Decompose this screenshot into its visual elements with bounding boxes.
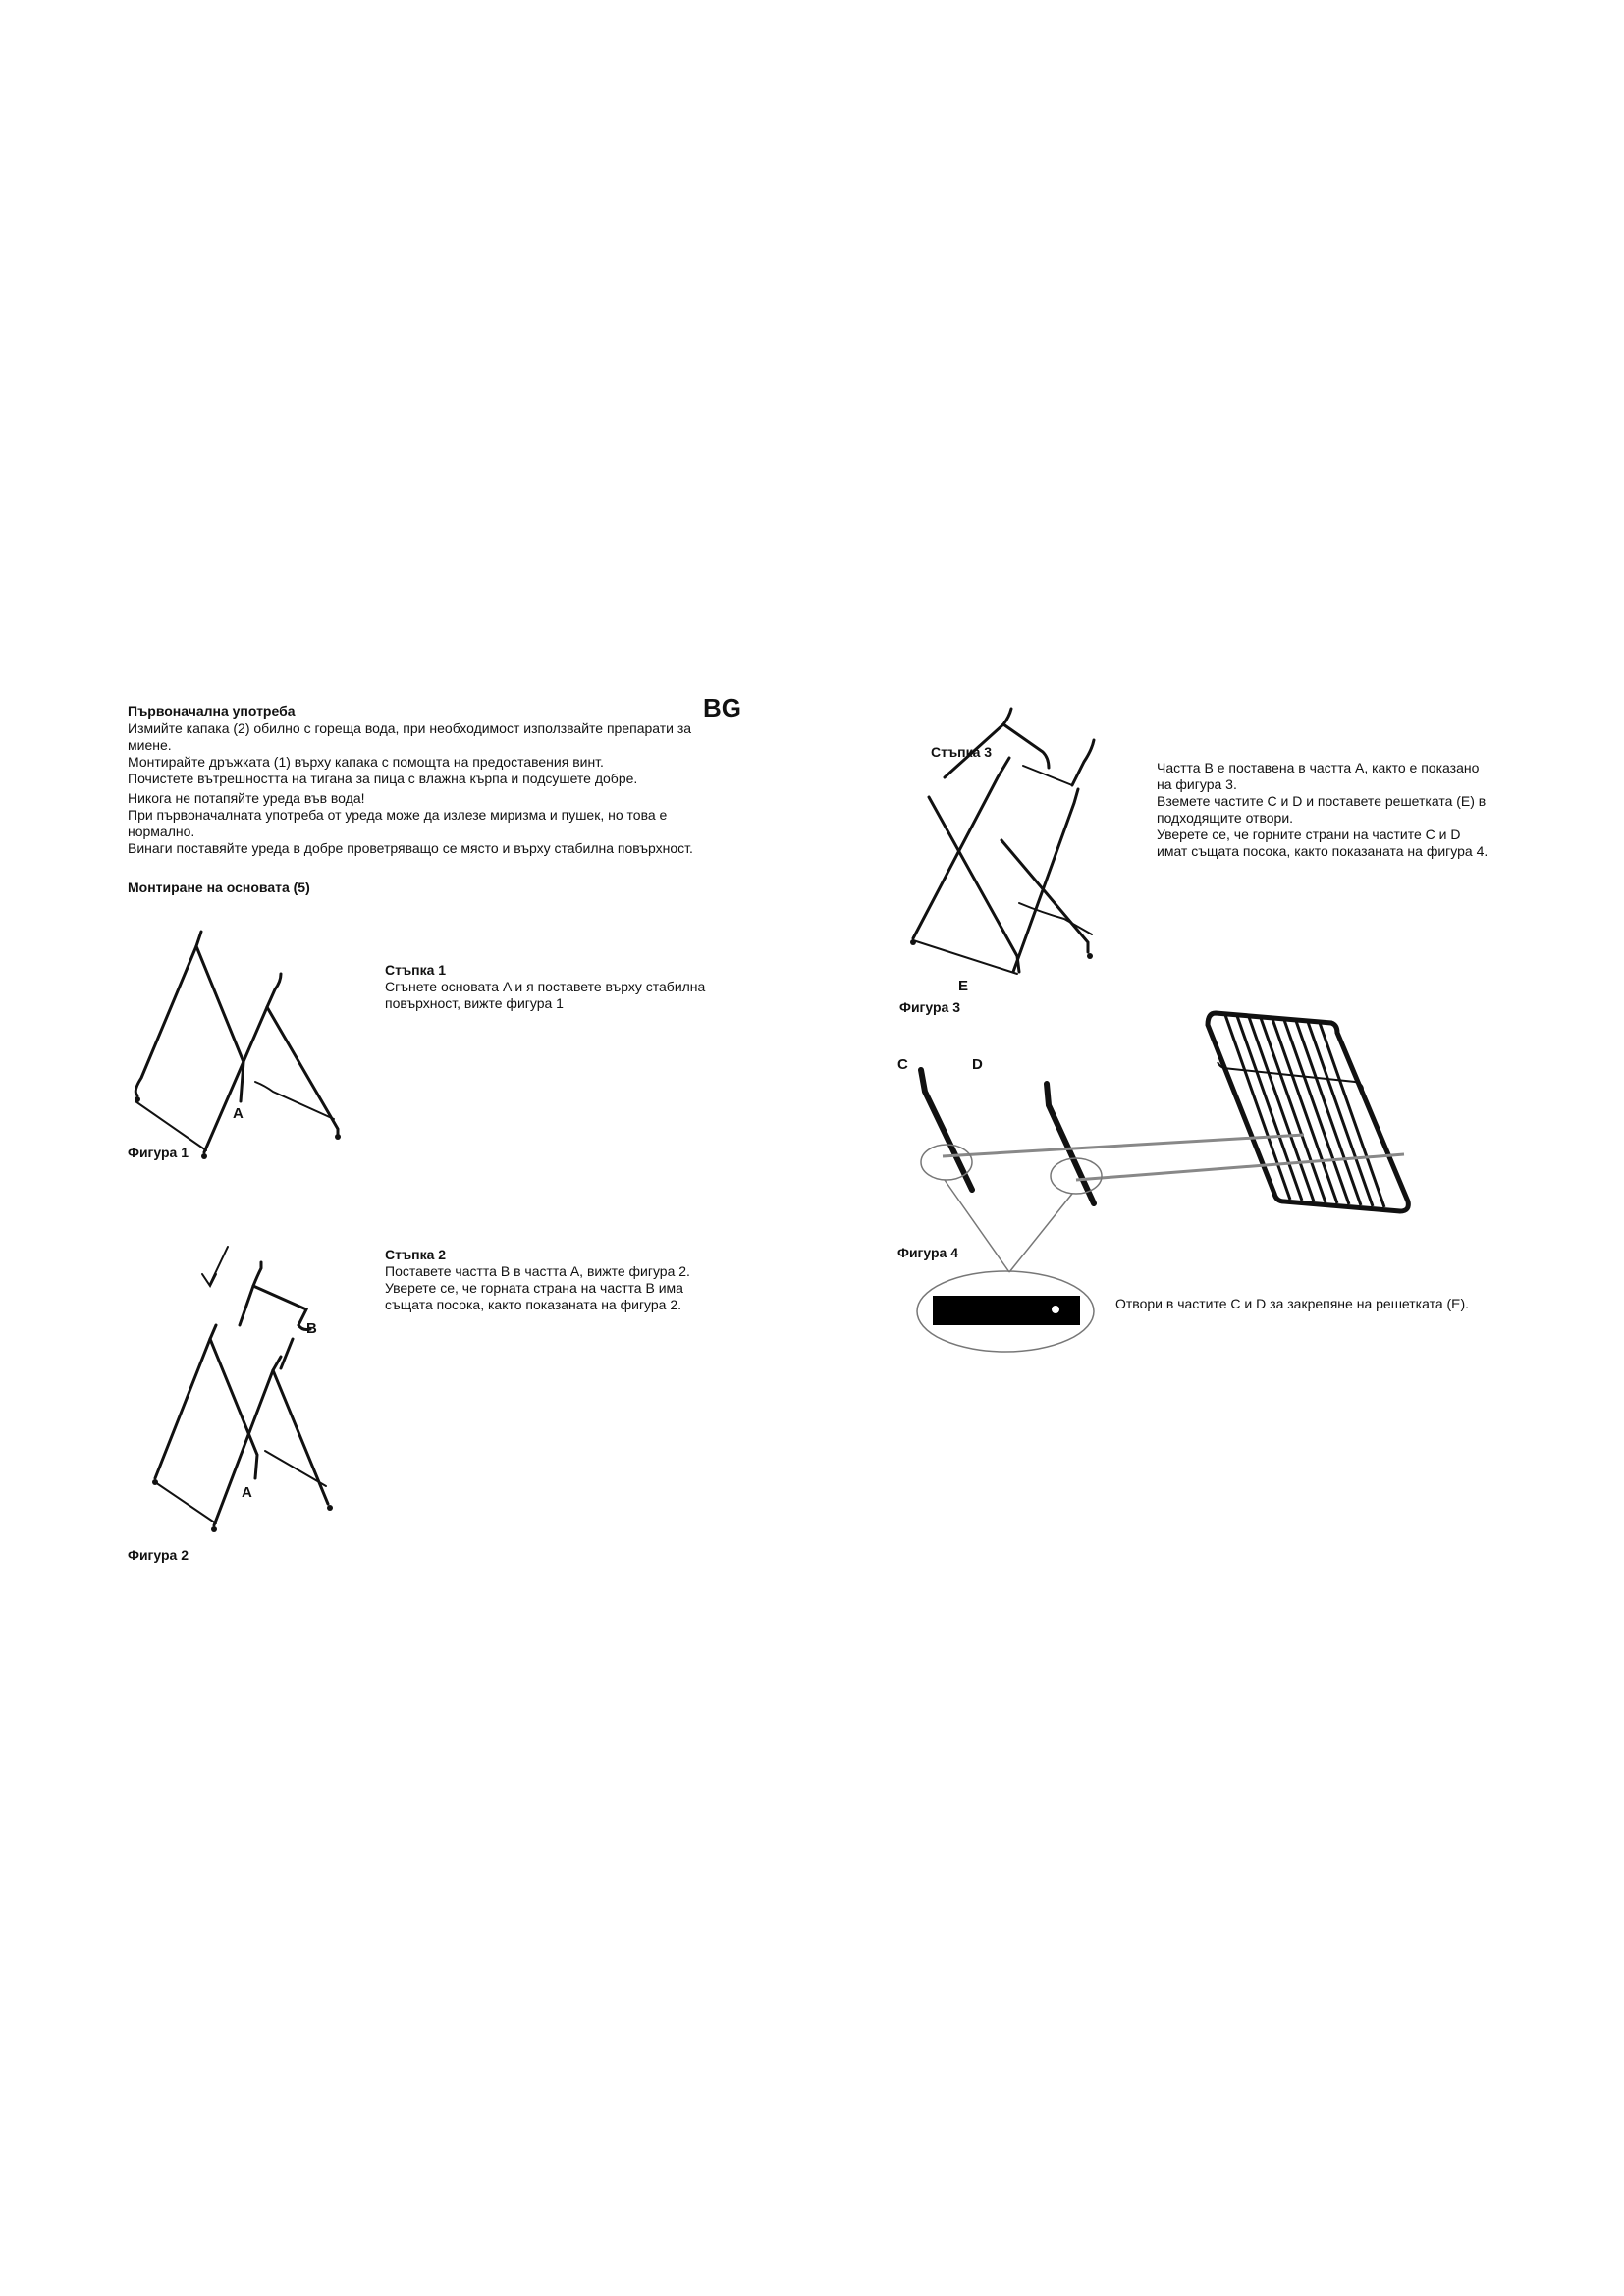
step3-title: Стъпка 3 (931, 744, 993, 760)
figure3-stand-diagram (895, 707, 1121, 991)
figure1-caption: Фигура 1 (128, 1145, 189, 1160)
intro-line: Измийте капака (2) обилно с гореща вода, при необходимост използвайте препарати за (128, 721, 692, 736)
step3-line: Вземете частите C и D и поставете решетката (E) в (1157, 793, 1487, 809)
intro-text (128, 721, 693, 857)
figure4-caption: Фигура 4 (897, 1245, 959, 1260)
step2-block (385, 1247, 690, 1313)
figure4-hole-note: Отвори в частите C и D за закрепяне на решетката (E). (1115, 1296, 1470, 1311)
figure3-label-e: E (958, 978, 969, 994)
intro-line: Винаги поставяйте уреда в добре проветряващо се място и върху стабилна повърхност. (128, 840, 693, 856)
step3-line: Уверете се, че горните страни на частите C и D (1157, 827, 1461, 842)
section-title-first-use: Първоначална употреба (128, 703, 296, 719)
step1-line: Сгънете основата A и я поставете върху стабилна (385, 979, 706, 994)
step2-line: Поставете частта B в частта A, вижте фигура 2. (385, 1263, 690, 1279)
figure2-caption: Фигура 2 (128, 1547, 189, 1563)
step2-title: Стъпка 2 (385, 1247, 447, 1262)
figure3-caption: Фигура 3 (899, 999, 961, 1015)
intro-line: нормално. (128, 824, 195, 839)
step3-text (1157, 760, 1488, 860)
step3-line: подходящите отвори. (1157, 810, 1294, 826)
figure1-stand-diagram (128, 923, 344, 1168)
figure1-label-a: A (233, 1105, 244, 1122)
figure4-grid-diagram (884, 1001, 1434, 1384)
intro-line: Никога не потапяйте уреда във вода! (128, 790, 365, 806)
step1-block (385, 962, 705, 1012)
assembly-heading: Монтиране на основата (5) (128, 880, 310, 895)
step3-line: имат същата посока, както показаната на фигура 4. (1157, 843, 1489, 859)
figure4-label-c: C (897, 1056, 908, 1073)
step3-line: Частта B е поставена в частта A, както е показано (1157, 760, 1480, 775)
intro-line: миене. (128, 737, 172, 753)
language-code: BG (703, 693, 741, 722)
step2-line: Уверете се, че горната страна на частта B има (385, 1280, 683, 1296)
step1-title: Стъпка 1 (385, 962, 447, 978)
step3-line: на фигура 3. (1157, 776, 1237, 792)
step1-line: повърхност, вижте фигура 1 (385, 995, 564, 1011)
figure2-label-b: B (306, 1320, 317, 1337)
figure4-label-d: D (972, 1056, 983, 1073)
step2-line: същата посока, както показаната на фигура 2. (385, 1297, 682, 1312)
figure2-label-a: A (242, 1484, 252, 1501)
intro-line: При първоначалната употреба от уреда може да излезе миризма и пушек, но това е (128, 807, 668, 823)
intro-line: Почистете вътрешността на тигана за пица с влажна кърпа и подсушете добре. (128, 771, 638, 786)
intro-line: Монтирайте дръжката (1) върху капака с помощта на предоставения винт. (128, 754, 604, 770)
